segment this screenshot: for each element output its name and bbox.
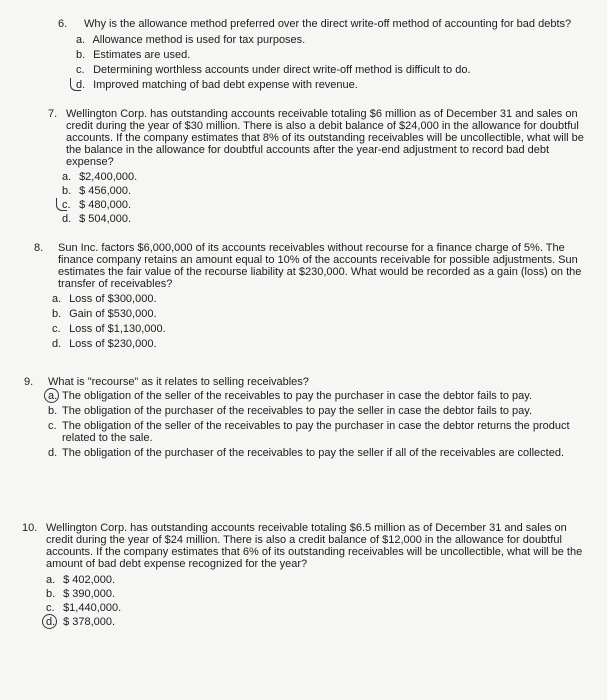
option-c bbox=[62, 199, 593, 211]
option-letter: d. bbox=[62, 213, 72, 225]
option-b bbox=[62, 185, 593, 197]
question-10 bbox=[22, 522, 594, 628]
question-number: 9. bbox=[24, 376, 34, 388]
option-text: Improved matching of bad debt expense with revenue. bbox=[93, 79, 358, 91]
option-text: Loss of $300,000. bbox=[69, 293, 157, 305]
option-text: Determining worthless accounts under direct write-off method is difficult to do. bbox=[93, 64, 471, 76]
option-c bbox=[48, 420, 588, 444]
option-letter: b. bbox=[46, 588, 56, 600]
option-d bbox=[62, 213, 593, 225]
question-stem: Wellington Corp. has outstanding accounts receivable totaling $6.5 million as of December 31 and sales on credit during the year of $24 million. There is also a credit balance of $12,000 in the allowance for doubtful accounts. If the company estimates that 6% of its outstanding receivables will be uncollectible, what will be the amount of bad debt expense recognized for the year? bbox=[46, 522, 583, 570]
option-letter: d. bbox=[46, 616, 60, 628]
question-7 bbox=[48, 108, 593, 225]
option-a bbox=[46, 574, 594, 586]
option-text: $2,400,000. bbox=[79, 171, 138, 183]
option-letter: a. bbox=[52, 293, 62, 305]
option-d bbox=[48, 447, 588, 459]
options-list bbox=[62, 171, 593, 225]
option-letter: d. bbox=[48, 447, 58, 459]
options-list bbox=[52, 293, 594, 350]
option-text: $ 378,000. bbox=[63, 616, 116, 628]
option-letter: d. bbox=[52, 338, 62, 350]
option-d bbox=[46, 616, 594, 628]
option-letter: a. bbox=[76, 34, 86, 46]
question-number: 7. bbox=[48, 108, 58, 120]
option-d bbox=[76, 79, 593, 91]
option-b bbox=[48, 405, 588, 417]
options-list bbox=[46, 574, 594, 628]
option-text: Loss of $1,130,000. bbox=[69, 323, 166, 335]
option-text: $1,440,000. bbox=[63, 602, 122, 614]
option-text: The obligation of the seller of the receivables to pay the purchaser in case the debtor returns the product related to the sale. bbox=[62, 420, 570, 444]
option-c bbox=[52, 323, 594, 335]
option-text: $ 504,000. bbox=[79, 213, 132, 225]
option-a bbox=[76, 34, 593, 46]
option-letter: b. bbox=[62, 185, 72, 197]
option-b bbox=[46, 588, 594, 600]
option-d bbox=[52, 338, 594, 350]
option-a bbox=[62, 171, 593, 183]
options-list bbox=[48, 390, 588, 459]
option-a bbox=[52, 293, 594, 305]
question-stem: Why is the allowance method preferred over the direct write-off method of accounting for bad debts? bbox=[84, 18, 572, 30]
option-b bbox=[52, 308, 594, 320]
option-text: The obligation of the seller of the receivables to pay the purchaser in case the debtor fails to pay. bbox=[62, 390, 533, 402]
option-letter: b. bbox=[48, 405, 58, 417]
option-a bbox=[48, 390, 588, 402]
question-6 bbox=[58, 18, 593, 91]
option-text: Allowance method is used for tax purposes. bbox=[92, 34, 306, 46]
option-letter: a. bbox=[48, 390, 62, 402]
question-stem: Sun Inc. factors $6,000,000 of its accounts receivables without recourse for a finance charge of 5%. The finance company retains an amount equal to 10% of the accounts receivable for possible adjustments. Sun estimates the fair value of the recourse liability at $230,000. What would be recorded as a gain (loss) on the transfer of receivables? bbox=[58, 242, 582, 290]
option-letter: a. bbox=[62, 171, 72, 183]
answer-circle-icon bbox=[42, 614, 57, 629]
option-letter: b. bbox=[76, 49, 86, 61]
question-number: 6. bbox=[58, 18, 68, 30]
option-c bbox=[76, 64, 593, 76]
answer-mark-icon bbox=[56, 198, 67, 211]
question-stem: Wellington Corp. has outstanding accounts receivable totaling $6 million as of December 31 and sales on credit during the year of $30 million. There is also a debit balance of $24,000 in the allowance for doubtful accounts. If the company estimates that 8% of its outstanding receivables will be uncollectible, what will be the balance in the allowance for doubtful accounts after the year-end adjustment to record bad debt expense? bbox=[66, 108, 584, 168]
question-number: 10. bbox=[22, 522, 38, 534]
question-9 bbox=[24, 376, 594, 459]
option-b bbox=[76, 49, 593, 61]
option-text: Estimates are used. bbox=[93, 49, 191, 61]
option-text: $ 402,000. bbox=[63, 574, 116, 586]
question-number: 8. bbox=[34, 242, 44, 254]
option-text: $ 390,000. bbox=[63, 588, 116, 600]
answer-circle-icon bbox=[44, 388, 59, 403]
options-list bbox=[76, 34, 593, 91]
option-letter: c. bbox=[62, 199, 76, 211]
option-text: $ 480,000. bbox=[79, 199, 132, 211]
option-text: The obligation of the purchaser of the receivables to pay the seller in case the debtor fails to pay. bbox=[62, 405, 533, 417]
option-letter: a. bbox=[46, 574, 56, 586]
question-stem: What is "recourse" as it relates to selling receivables? bbox=[48, 376, 309, 388]
option-text: The obligation of the purchaser of the receivables to pay the seller if all of the receivables are collected. bbox=[62, 447, 565, 459]
option-text: $ 456,000. bbox=[79, 185, 132, 197]
option-text: Loss of $230,000. bbox=[69, 338, 157, 350]
option-letter: c. bbox=[46, 602, 55, 614]
option-text: Gain of $530,000. bbox=[69, 308, 157, 320]
option-letter: c. bbox=[52, 323, 61, 335]
option-c bbox=[46, 602, 594, 614]
option-letter: d. bbox=[76, 79, 90, 91]
option-letter: c. bbox=[48, 420, 57, 432]
option-letter: c. bbox=[76, 64, 85, 76]
option-letter: b. bbox=[52, 308, 62, 320]
question-8 bbox=[34, 242, 594, 350]
answer-mark-icon bbox=[70, 78, 81, 91]
